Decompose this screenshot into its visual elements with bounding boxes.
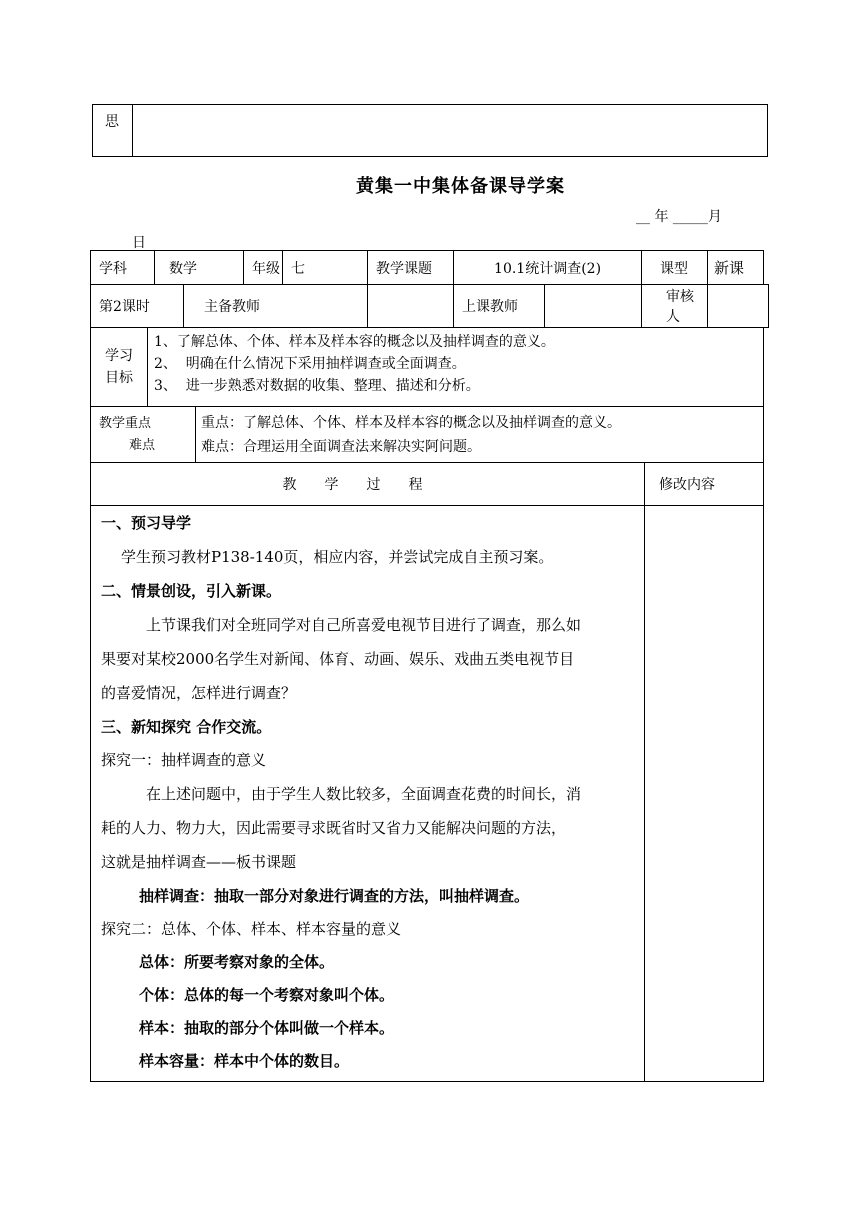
section-1-text: 学生预习教材P138-140页，相应内容，并尝试完成自主预习案。	[121, 548, 554, 566]
process-header: 教 学 过 程	[282, 477, 423, 493]
grade-value: 七	[291, 260, 306, 277]
period-value: 第2课时	[99, 299, 150, 315]
process-body-cell	[91, 506, 645, 1082]
topic-value: 10.1统计调查(2)	[494, 260, 602, 277]
lesson-plan-table	[90, 250, 769, 1082]
type-cell	[708, 251, 764, 285]
subject-value: 数学	[169, 260, 197, 277]
date-line	[636, 206, 722, 226]
section-2-line: 上节课我们对全班同学对自己所喜爱电视节目进行了调查，那么如	[146, 616, 582, 634]
explore-1-title: 探究一：抽样调查的意义	[101, 751, 267, 769]
objectives-cell	[148, 328, 764, 407]
lead-teacher-cell	[368, 285, 454, 328]
date-month-blank: _____	[672, 209, 708, 225]
explore-1-definition: 抽样调查：抽取一部分对象进行调查的方法，叫抽样调查。	[139, 887, 530, 905]
section-2-line: 的喜爱情况，怎样进行调查？	[101, 684, 297, 702]
definition-item: 样本容量：样本中个体的数目。	[139, 1052, 350, 1070]
reflection-divider	[132, 105, 133, 156]
topic-label-cell	[368, 251, 454, 285]
page-title: 黄集一中集体备课导学案	[356, 176, 565, 197]
type-value: 新课	[714, 259, 745, 277]
explore-2-title: 探究二：总体、个体、样本、样本容量的意义	[101, 920, 402, 938]
keypoints-cell	[196, 407, 764, 463]
subject-label: 学科	[99, 260, 127, 277]
topic-cell	[454, 251, 642, 285]
period-cell	[91, 285, 184, 328]
date-month: 月	[707, 209, 722, 225]
class-teacher-label-cell	[454, 285, 545, 328]
objective-item: 3、 进一步熟悉对数据的收集、整理、描述和分析。	[154, 378, 480, 394]
grade-cell	[283, 251, 368, 285]
difficult-point: 难点：合理运用全面调查法来解决实阿问题。	[201, 438, 481, 455]
objectives-label-1: 学习	[105, 348, 133, 364]
explore-1-line: 这就是抽样调查——板书课题	[101, 853, 297, 871]
reviewer-label: 审核人	[666, 289, 695, 325]
class-teacher-cell	[545, 285, 642, 328]
date-year: 年	[654, 209, 669, 225]
keypoints-label-1: 教学重点	[99, 415, 152, 431]
objectives-label-2: 目标	[105, 370, 133, 386]
revision-header: 修改内容	[659, 477, 716, 493]
grade-label: 年级	[252, 260, 281, 277]
lead-teacher-label: 主备教师	[204, 299, 260, 315]
reviewer-cell	[708, 285, 769, 328]
explore-1-line: 耗的人力、物力大，因此需要寻求既省时又省力又能解决问题的方法，	[101, 819, 567, 837]
reviewer-label-cell	[642, 285, 708, 328]
keypoints-label-cell	[91, 407, 196, 463]
grade-label-cell	[244, 251, 283, 285]
date-year-blank: __	[636, 209, 650, 225]
section-1-title: 一、预习导学	[101, 514, 192, 532]
objectives-label-cell	[91, 328, 148, 407]
key-point: 重点：了解总体、个体、样本及样本容的概念以及抽样调查的意义。	[201, 414, 621, 431]
subject-label-cell	[91, 251, 155, 285]
definition-item: 样本：抽取的部分个体叫做一个样本。	[139, 1019, 395, 1037]
type-label: 课型	[660, 260, 689, 277]
keypoints-label-2: 难点	[129, 437, 156, 453]
type-label-cell	[642, 251, 708, 285]
definition-item: 总体：所要考察对象的全体。	[139, 953, 335, 971]
subject-cell	[155, 251, 244, 285]
process-header-cell	[91, 463, 645, 506]
revision-body-cell	[645, 506, 764, 1082]
date-day: 日	[132, 235, 146, 251]
section-2-line: 果要对某校2000名学生对新闻、体育、动画、娱乐、戏曲五类电视节目	[101, 650, 575, 668]
explore-1-line: 在上述问题中，由于学生人数比较多，全面调查花费的时间长，消	[146, 785, 582, 803]
definition-item: 个体：总体的每一个考察对象叫个体。	[139, 986, 395, 1004]
reflection-box	[92, 104, 768, 157]
revision-header-cell	[645, 463, 764, 506]
topic-label: 教学课题	[376, 260, 433, 277]
class-teacher-label: 上课教师	[462, 299, 519, 315]
objective-item: 2、 明确在什么情况下采用抽样调查或全面调查。	[154, 356, 466, 372]
section-2-title: 二、情景创设，引入新课。	[101, 582, 282, 600]
objective-item: 1、了解总体、个体、样本及样本容的概念以及抽样调查的意义。	[154, 334, 555, 350]
reflection-label: 思	[105, 114, 119, 130]
lead-teacher-label-cell	[184, 285, 368, 328]
section-3-title: 三、新知探究 合作交流。	[101, 718, 272, 736]
